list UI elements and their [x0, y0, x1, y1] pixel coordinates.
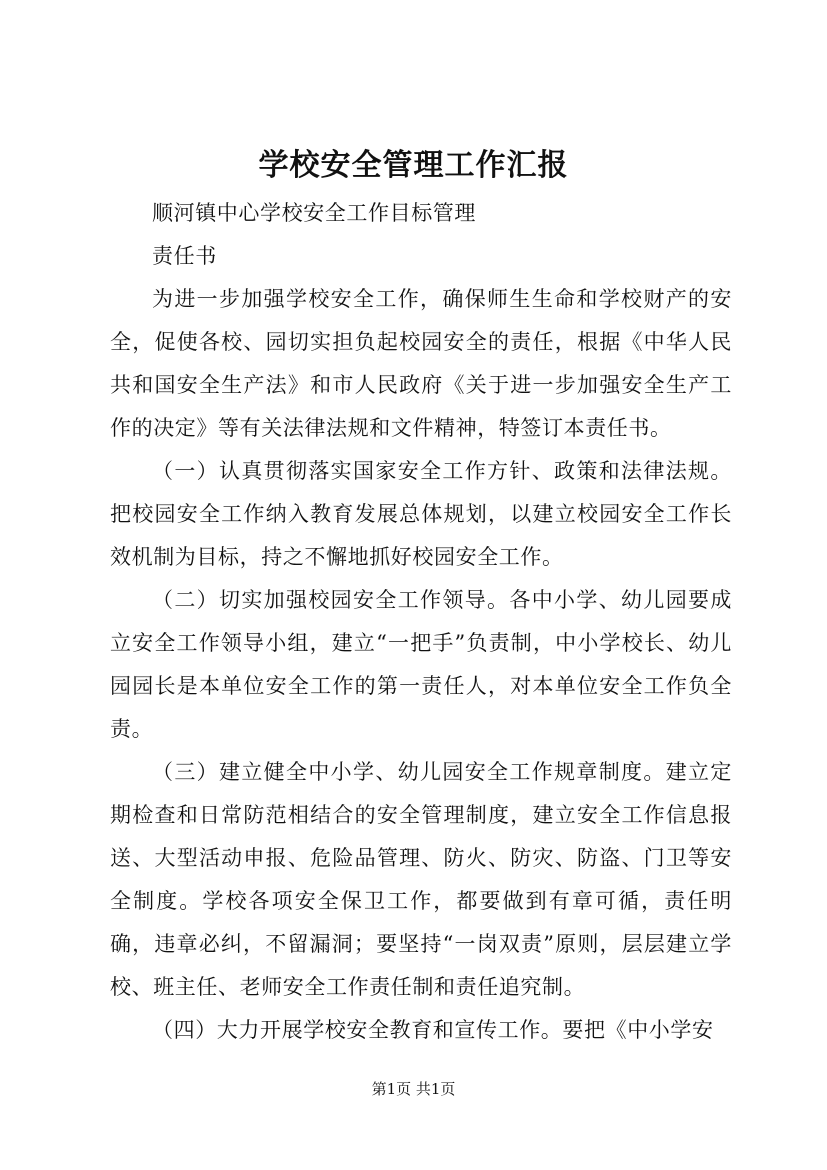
paragraph-intro: 为进一步加强学校安全工作，确保师生生命和学校财产的安全，促使各校、园切实担负起校园安全的责任，根据《中华人民共和国安全生产法》和市人民政府《关于进一步加强安全生产工作的决定》等有关法律法规和文件精神，特签订本责任书。 — [110, 287, 732, 440]
paragraph-subtitle: 顺河镇中心学校安全工作目标管理 — [152, 201, 476, 225]
document-body — [110, 192, 732, 1052]
document-title: 学校安全管理工作汇报 — [258, 148, 569, 183]
paragraph-item-3: （三）建立健全中小学、幼儿园安全工作规章制度。建立定期检查和日常防范相结合的安全管理制度，建立安全工作信息报送、大型活动申报、危险品管理、防火、防灾、防盗、门卫等安全制度。学校各项安全保卫工作，都要做到有章可循，责任明确，违章必纠，不留漏洞；要坚持“一岗双责”原则，层层建立学校、班主任、老师安全工作责任制和责任追究制。 — [110, 760, 732, 999]
page-footer: 第1页 共1页 — [371, 1080, 456, 1098]
paragraph-item-2: （二）切实加强校园安全工作领导。各中小学、幼儿园要成立安全工作领导小组，建立“一把手”负责制，中小学校长、幼儿园园长是本单位安全工作的第一责任人，对本单位安全工作负全责。 — [110, 588, 732, 741]
paragraph-item-4: （四）大力开展学校安全教育和宣传工作。要把《中小学安 — [152, 1018, 714, 1042]
paragraph-item-1: （一）认真贯彻落实国家安全工作方针、政策和法律法规。把校园安全工作纳入教育发展总体规划，以建立校园安全工作长效机制为目标，持之不懈地抓好校园安全工作。 — [110, 459, 732, 569]
paragraph-subtitle-cont: 责任书 — [152, 244, 217, 268]
